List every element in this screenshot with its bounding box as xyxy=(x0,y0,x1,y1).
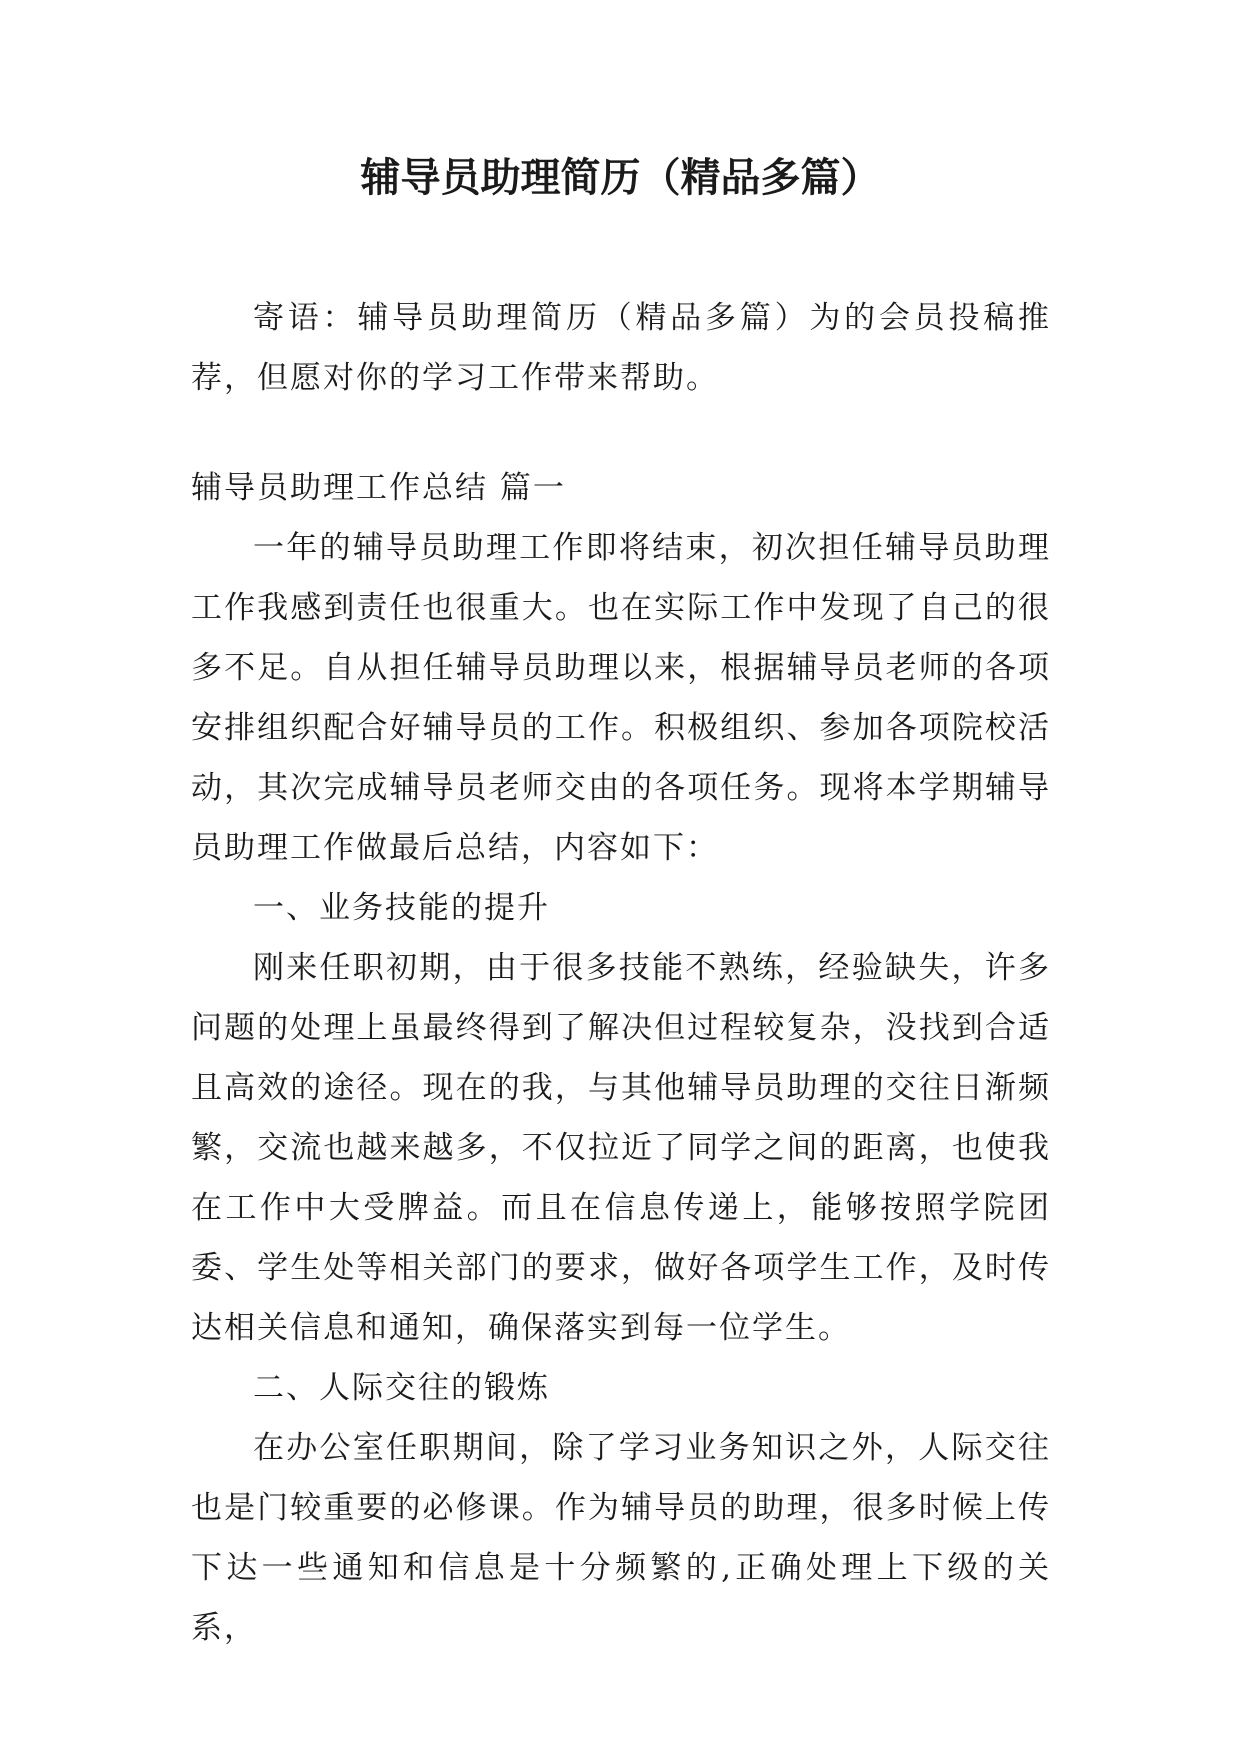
subheading: 一、业务技能的提升 xyxy=(253,890,550,926)
intro-paragraph: 寄语：辅导员助理简历（精品多篇）为的会员投稿推荐，但愿对你的学习工作带来帮助。 xyxy=(191,300,1051,396)
main-content xyxy=(191,458,1051,1658)
paragraph: 在办公室任职期间，除了学习业务知识之外，人际交往也是门较重要的必修课。作为辅导员的助理，很多时候上传下达一些通知和信息是十分频繁的,正确处理上下级的关系， xyxy=(191,1430,1051,1646)
paragraph: 刚来任职初期，由于很多技能不熟练，经验缺失，许多问题的处理上虽最终得到了解决但过程较复杂，没找到合适且高效的途径。现在的我，与其他辅导员助理的交往日渐频繁，交流也越来越多，不仅拉近了同学之间的距离，也使我在工作中大受脾益。而且在信息传递上，能够按照学院团委、学生处等相关部门的要求，做好各项学生工作，及时传达相关信息和通知，确保落实到每一位学生。 xyxy=(191,950,1051,1346)
subheading: 二、人际交往的锻炼 xyxy=(253,1370,550,1406)
intro-block xyxy=(191,288,1051,408)
document-title: 辅导员助理简历（精品多篇） xyxy=(360,155,881,201)
section-heading: 辅导员助理工作总结 篇一 xyxy=(191,470,566,506)
paragraph: 一年的辅导员助理工作即将结束，初次担任辅导员助理工作我感到责任也很重大。也在实际工作中发现了自己的很多不足。自从担任辅导员助理以来，根据辅导员老师的各项安排组织配合好辅导员的工作。积极组织、参加各项院校活动，其次完成辅导员老师交由的各项任务。现将本学期辅导员助理工作做最后总结，内容如下： xyxy=(191,530,1051,866)
